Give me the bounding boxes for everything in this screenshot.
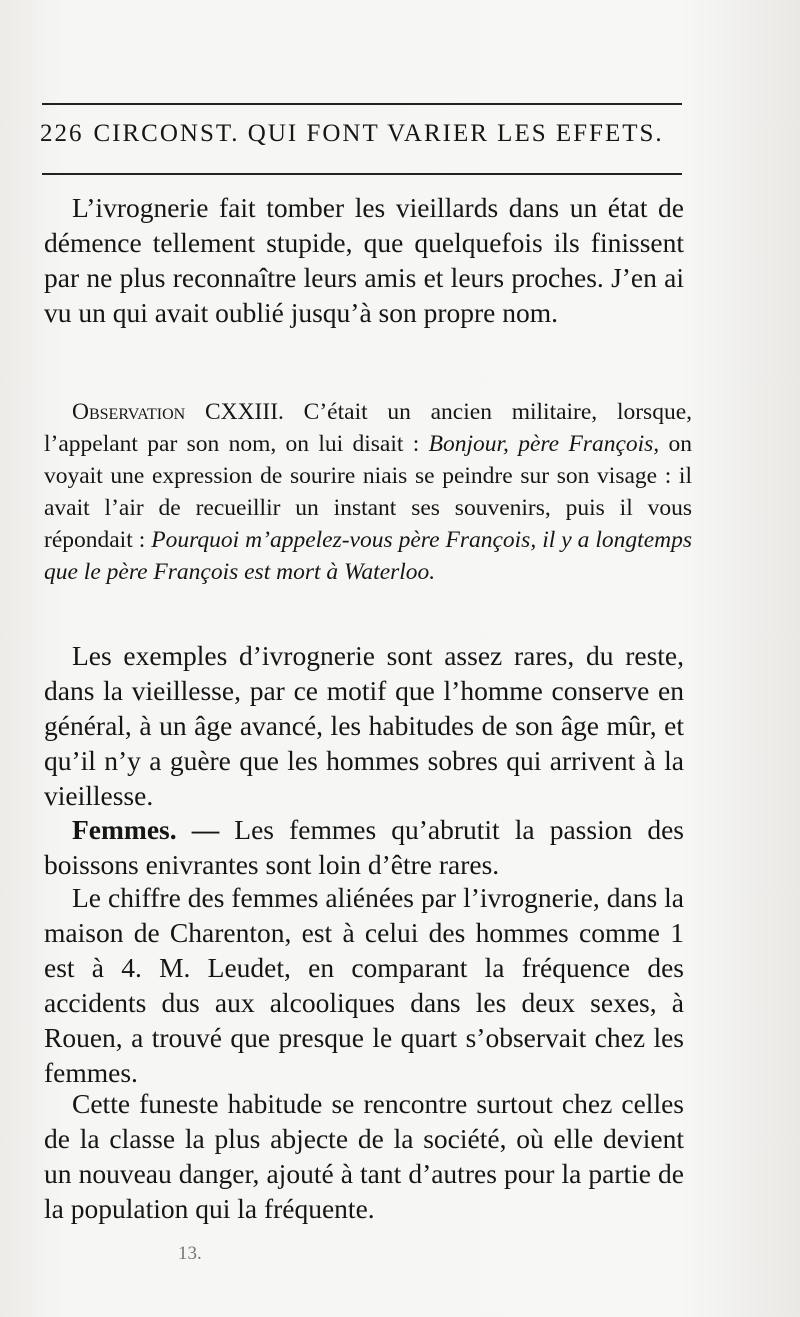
observation-label: Observation CXXIII. [72, 399, 284, 425]
paragraph-1: L’ivrognerie fait tomber les vieillards dans un état de démence tellement stupide, que quelquefois ils finissent par ne plus reconnaître leurs amis et leurs proches. J’en ai vu un qui avait oublié jusqu’à son propre nom. [44, 192, 684, 328]
page-number: 226 [40, 120, 84, 147]
observation-paragraph [44, 396, 692, 588]
header-rule-bottom [42, 173, 682, 175]
running-header [40, 120, 680, 148]
observation-text-1: C’était un ancien militaire, lorsque, l’appelant par son nom, on lui disait : [44, 399, 692, 457]
observation-quote-2: Pourquoi m’appelez-vous père François, il y a longtemps que le père François est mort à Waterloo. [44, 527, 692, 585]
running-title: CIRCONST. QUI FONT VARIER LES EFFETS. [93, 120, 664, 147]
paragraph-3-text: Les femmes qu’abrutit la passion des boissons enivrantes sont loin d’être rares. [44, 814, 684, 880]
header-rule-top [42, 103, 682, 105]
paragraph-5: Cette funeste habitude se rencontre surtout chez celles de la classe la plus abjecte de la société, où elle devient un nouveau danger, ajouté à tant d’autres pour la partie de la population qui la fréquente. [44, 1088, 684, 1224]
signature-mark: 13. [178, 1243, 202, 1264]
observation-text-2: on voyait une expression de sourire niais se peindre sur son visage : il avait l’air de recueillir un instant ses souvenirs, puis il vous répondait : [44, 431, 692, 553]
section-heading-femmes: Femmes. — [72, 814, 220, 845]
observation-quote-1: Bonjour, père François, [428, 431, 660, 457]
paragraph-3 [44, 812, 684, 882]
paragraph-2: Les exemples d’ivrognerie sont assez rares, du reste, dans la vieillesse, par ce motif que l’homme conserve en général, à un âge avancé, les habitudes de son âge mûr, et qu’il n’y a guère que les hommes sobres qui arrivent à la vieillesse. [44, 640, 684, 811]
paragraph-4: Le chiffre des femmes aliénées par l’ivrognerie, dans la maison de Charenton, est à celui des hommes comme 1 est à 4. M. Leudet, en comparant la fréquence des accidents dus aux alcooliques dans les deux sexes, à Rouen, a trouvé que presque le quart s’observait chez les femmes. [44, 882, 684, 1088]
